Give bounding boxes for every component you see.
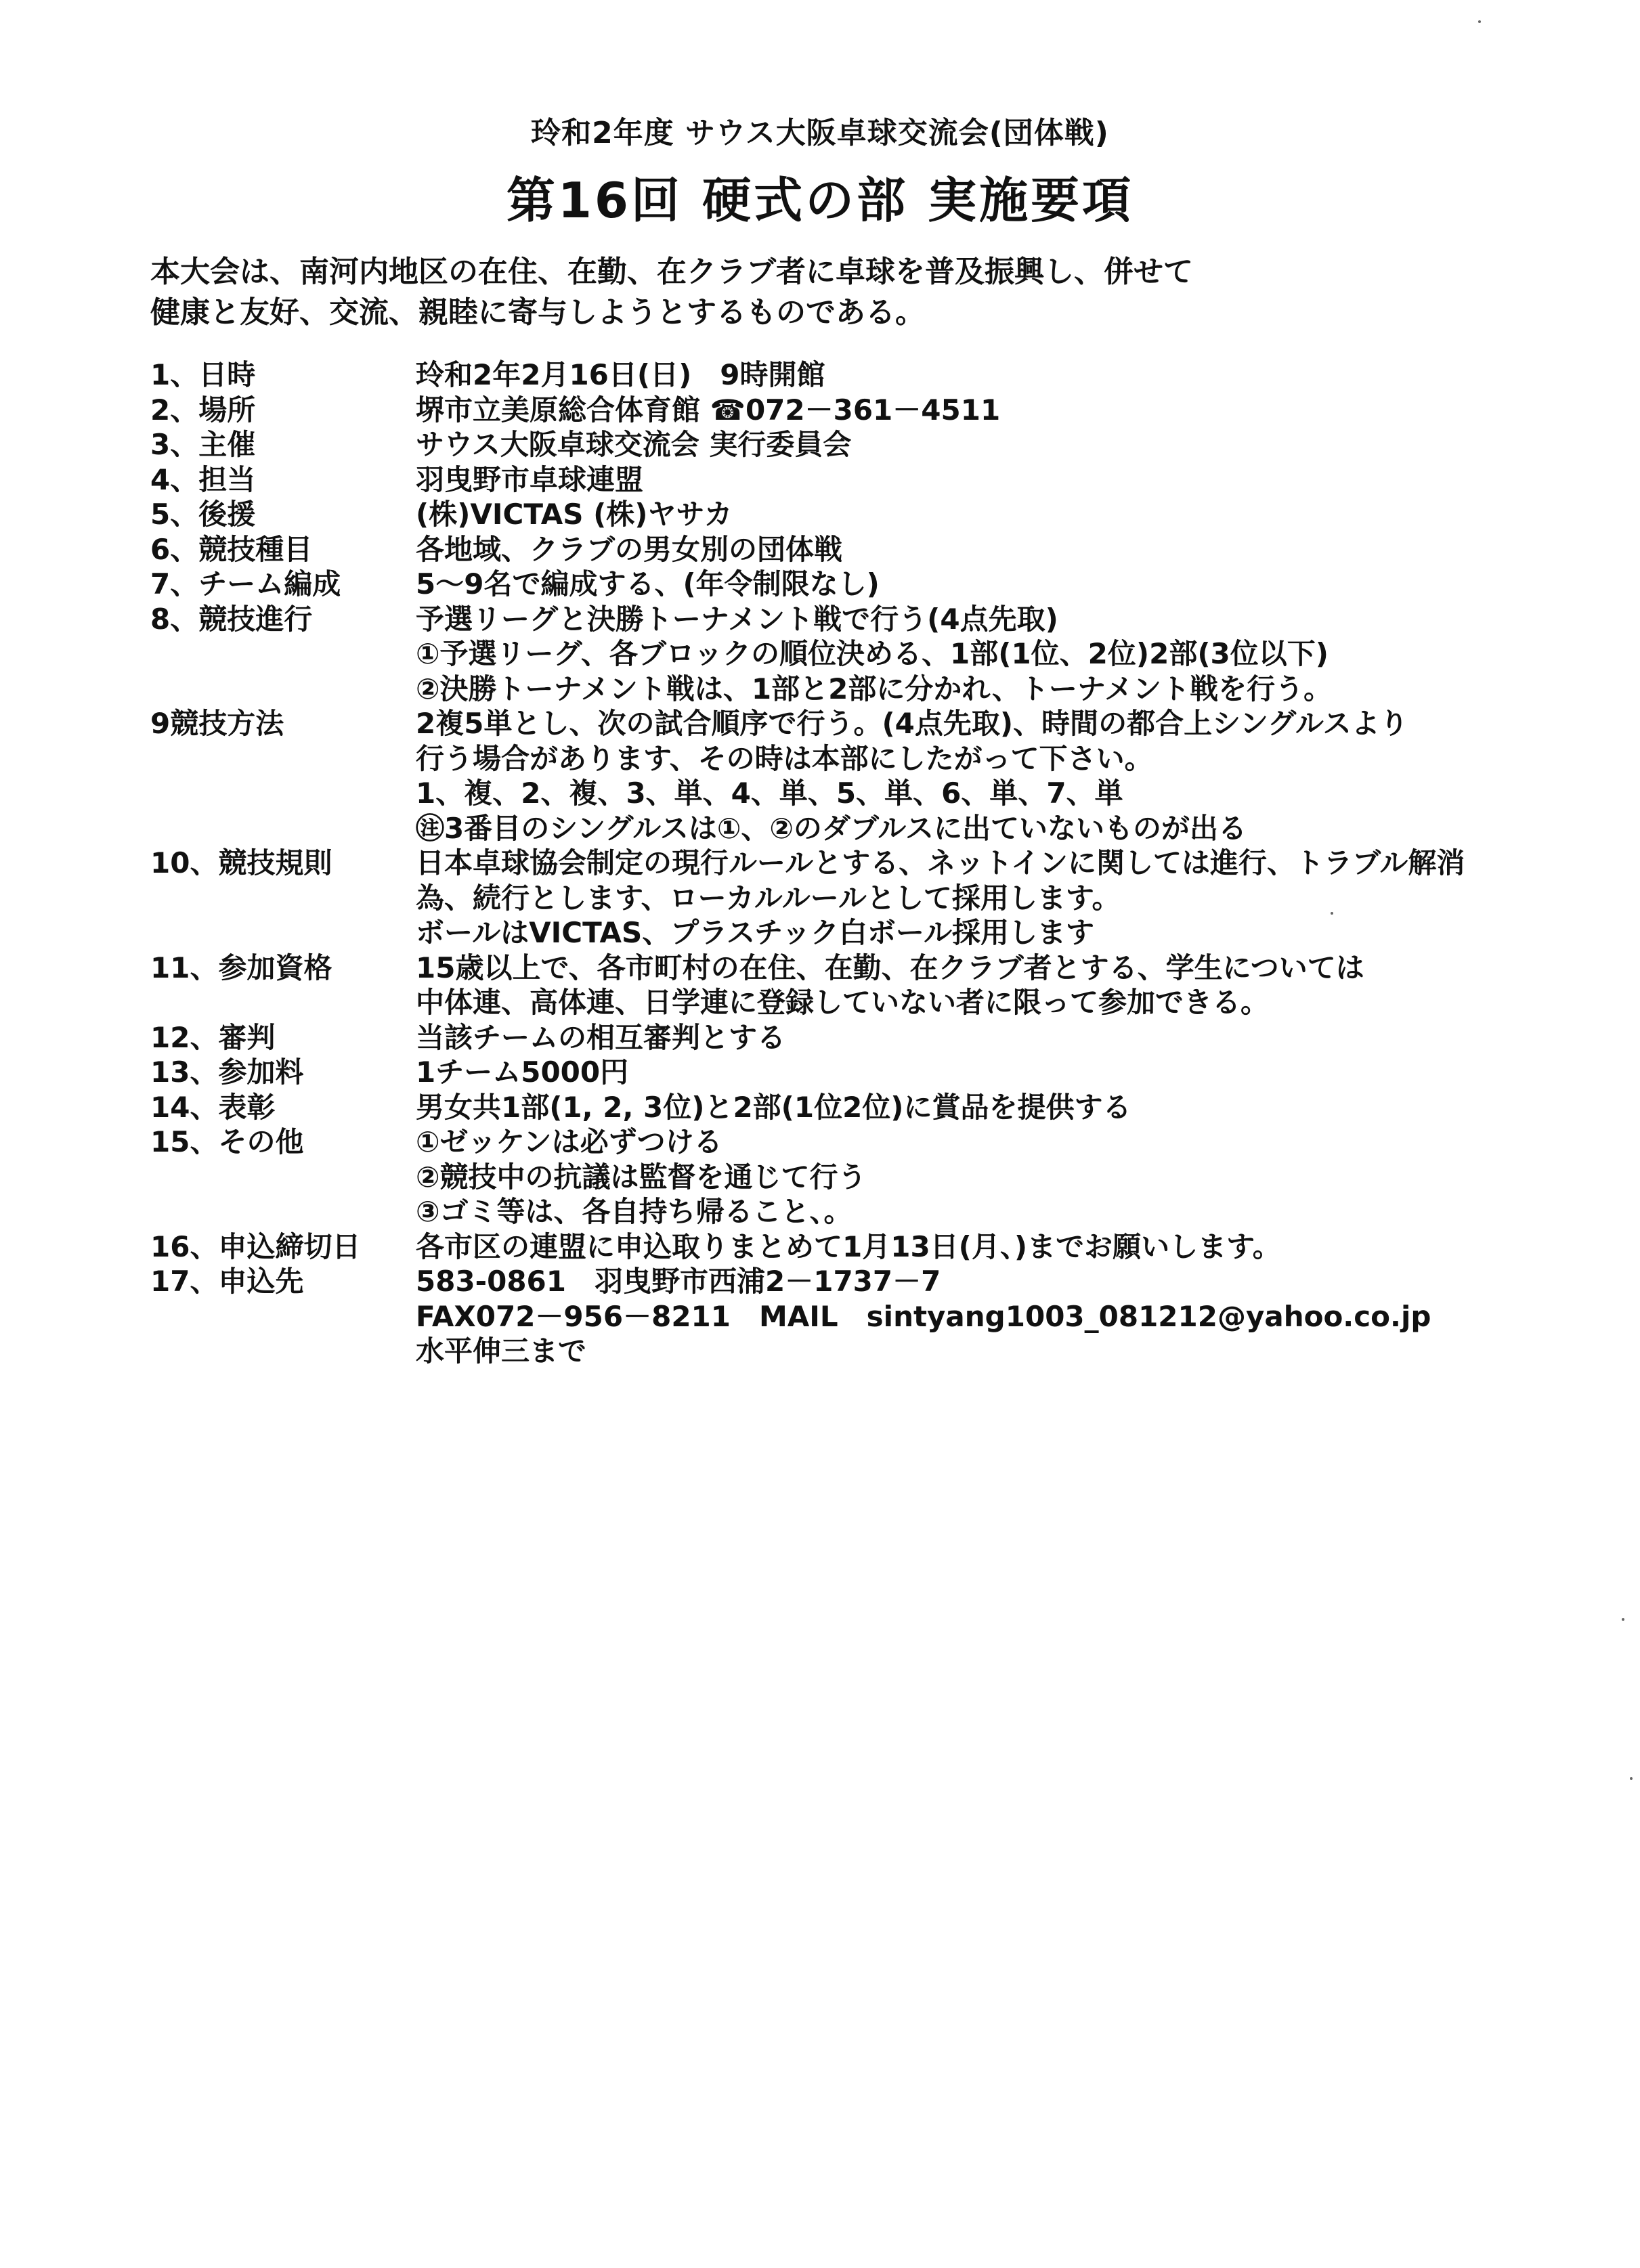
item-row	[150, 846, 1505, 951]
item-label: 15、その他	[150, 1125, 304, 1158]
item-label: 16、申込締切日	[150, 1229, 361, 1263]
item-line: 1、複、2、複、3、単、4、単、5、単、6、単、7、単	[416, 777, 1123, 810]
scan-speck	[1630, 1777, 1633, 1780]
item-line: 日本卓球協会制定の現行ルールとする、ネットインに関しては進行、トラブル解消	[416, 846, 1465, 879]
item-row	[150, 427, 1505, 462]
item-content	[416, 1090, 1505, 1125]
item-label: 1、日時	[150, 358, 256, 391]
item-row	[150, 1090, 1505, 1125]
item-label: 12、審判	[150, 1020, 276, 1054]
item-content	[416, 532, 1505, 567]
scan-speck	[1478, 20, 1481, 23]
item-content	[416, 497, 1505, 532]
item-row	[150, 567, 1505, 602]
item-line: (株)VICTAS (株)ヤサカ	[416, 498, 733, 531]
item-content	[416, 951, 1505, 1020]
item-content	[416, 706, 1505, 846]
item-line: 1チーム5000円	[416, 1055, 629, 1089]
item-line: 15歳以上で、各市町村の在住、在勤、在クラブ者とする、学生については	[416, 951, 1364, 984]
item-line: ③ゴミ等は、各自持ち帰ること、。	[416, 1195, 853, 1228]
item-line: 583-0861 羽曳野市西浦2－1737－7	[416, 1265, 941, 1298]
item-label: 4、担当	[150, 462, 256, 496]
item-line: ①予選リーグ、各ブロックの順位決める、1部(1位、2位)2部(3位以下)	[416, 637, 1329, 670]
document-title: 第16回 硬式の部 実施要項	[506, 172, 1134, 229]
item-line: 各地域、クラブの男女別の団体戦	[416, 532, 843, 566]
item-content	[416, 602, 1505, 707]
item-content	[416, 567, 1505, 602]
item-content	[416, 846, 1505, 951]
item-label: 17、申込先	[150, 1265, 304, 1298]
item-content	[416, 357, 1505, 393]
item-line: 予選リーグと決勝トーナメント戦で行う(4点先取)	[416, 602, 1058, 636]
item-line: サウス大阪卓球交流会 実行委員会	[416, 428, 852, 461]
item-label: 14、表彰	[150, 1090, 276, 1124]
item-line: FAX072－956－8211 MAIL sintyang1003_081212@yahoo.co.jp	[416, 1299, 1431, 1333]
scan-speck	[1331, 912, 1333, 915]
item-row	[150, 1020, 1505, 1055]
item-list	[150, 357, 1505, 1369]
item-line: 為、続行とします、ローカルルールとして採用します。	[416, 881, 1121, 915]
item-label: 11、参加資格	[150, 951, 332, 984]
item-line: ボールはVICTAS、プラスチック白ボール採用します	[416, 916, 1095, 949]
item-label: 9競技方法	[150, 707, 284, 740]
item-label: 7、チーム編成	[150, 567, 341, 601]
item-content	[416, 427, 1505, 462]
item-content	[416, 1229, 1505, 1265]
item-row	[150, 951, 1505, 1020]
item-label: 5、後援	[150, 498, 256, 531]
intro-line: 本大会は、南河内地区の在住、在勤、在クラブ者に卓球を普及振興し、併せて	[150, 255, 1193, 289]
item-label: 13、参加料	[150, 1055, 304, 1089]
item-label: 8、競技進行	[150, 602, 313, 636]
item-content	[416, 1055, 1505, 1090]
item-row	[150, 1125, 1505, 1229]
item-line: ①ゼッケンは必ずつける	[416, 1125, 722, 1158]
item-line: 男女共1部(1, 2, 3位)と2部(1位2位)に賞品を提供する	[416, 1090, 1131, 1124]
intro-line: 健康と友好、交流、親睦に寄与しようとするものである。	[150, 295, 925, 330]
item-content	[416, 1020, 1505, 1055]
item-content	[416, 1264, 1505, 1369]
item-line: 当該チームの相互審判とする	[416, 1020, 786, 1054]
item-label: 2、場所	[150, 393, 256, 427]
item-row	[150, 706, 1505, 846]
item-line: 玲和2年2月16日(日) 9時開館	[416, 358, 825, 391]
item-line: ②競技中の抗議は監督を通じて行う	[416, 1160, 867, 1194]
item-line: 中体連、高体連、日学連に登録していない者に限って参加できる。	[416, 986, 1270, 1019]
item-content	[416, 462, 1505, 498]
item-label: 10、競技規則	[150, 846, 332, 879]
item-content	[416, 1125, 1505, 1229]
item-line: 羽曳野市卓球連盟	[416, 462, 644, 496]
item-row	[150, 357, 1505, 393]
document-subtitle: 玲和2年度 サウス大阪卓球交流会(団体戦)	[531, 116, 1109, 150]
item-content	[416, 393, 1505, 428]
intro-paragraph	[150, 252, 1505, 333]
item-row	[150, 462, 1505, 498]
item-line: 水平伸三まで	[416, 1334, 587, 1368]
item-line: ②決勝トーナメント戦は、1部と2部に分かれ、トーナメント戦を行う。	[416, 672, 1333, 705]
item-line: ㊟3番目のシングルスは①、②のダブルスに出ていないものが出る	[416, 811, 1247, 845]
scan-speck	[1622, 1618, 1624, 1621]
item-row	[150, 1055, 1505, 1090]
item-line: 5～9名で編成する、(年令制限なし)	[416, 567, 880, 601]
item-line: 各市区の連盟に申込取りまとめて1月13日(月、)までお願いします。	[416, 1229, 1281, 1263]
item-row	[150, 1229, 1505, 1265]
item-row	[150, 393, 1505, 428]
item-line: 2複5単とし、次の試合順序で行う。(4点先取)、時間の都合上シングルスより	[416, 707, 1408, 740]
item-label: 3、主催	[150, 428, 256, 461]
item-label: 6、競技種目	[150, 532, 313, 566]
item-line: 堺市立美原総合体育館 ☎072－361－4511	[416, 393, 1001, 427]
item-row	[150, 497, 1505, 532]
item-line: 行う場合があります、その時は本部にしたがって下さい。	[416, 741, 1153, 775]
item-row	[150, 602, 1505, 707]
item-row	[150, 1264, 1505, 1369]
item-row	[150, 532, 1505, 567]
